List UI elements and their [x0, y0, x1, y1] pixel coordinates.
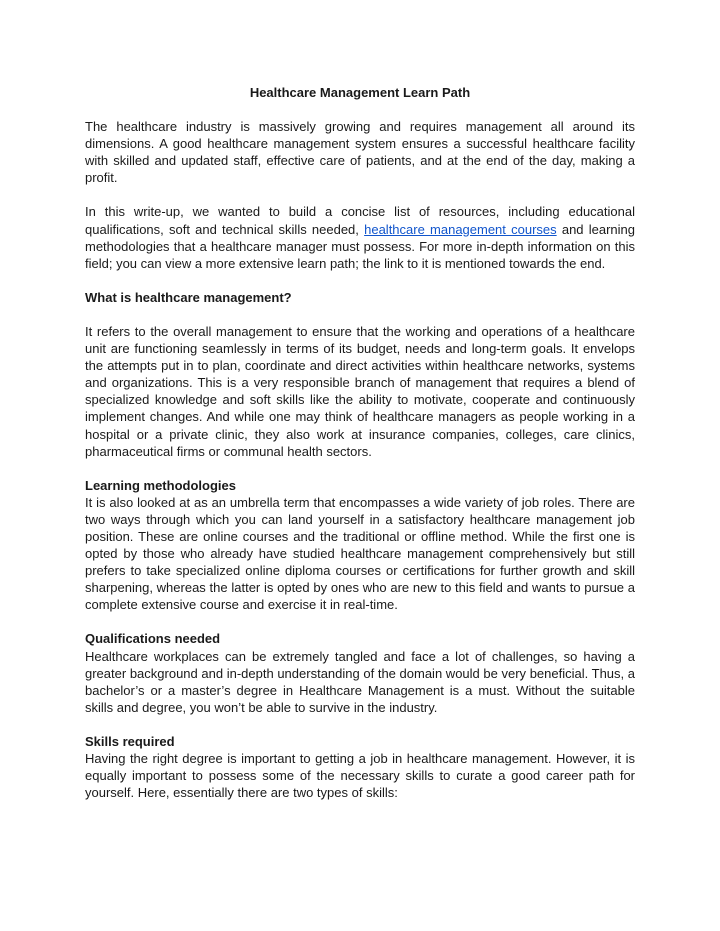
section-heading-what-is: What is healthcare management?	[85, 289, 292, 305]
document-page	[85, 84, 635, 801]
section-body-qualifications: Healthcare workplaces can be extremely tangled and face a lot of challenges, so having a greater background and in-depth understanding of the domain would be very beneficial. Thus, a bachelor’s or a master’s degree in Healthcare Management is a must. Without the suitable skills and degree, you won’t be able to survive in the industry.	[85, 648, 635, 715]
writeup-paragraph	[85, 203, 635, 271]
writeup-text-before-link: In this write-up, we wanted to build a concise list of resources, including educational qualifications, soft and technical skills needed,	[85, 204, 635, 237]
section-heading-qualifications: Qualifications needed	[85, 631, 221, 647]
intro-paragraph: The healthcare industry is massively growing and requires management all around its dimensions. A good healthcare management system ensures a successful healthcare facility with skilled and updated staff, effective care of patients, and at the end of the day, making a profit.	[85, 119, 635, 186]
section-heading-learning-methodologies: Learning methodologies	[85, 477, 236, 493]
document-title: Healthcare Management Learn Path	[249, 85, 471, 100]
section-body-what-is: It refers to the overall management to ensure that the working and operations of a healthcare unit are functioning seamlessly in terms of its budget, needs and long-term goals. It envelops the attempts put in to plan, coordinate and direct activities within healthcare networks, systems and organizations. This is a very responsible branch of management that requires a blend of specialized knowledge and soft skills like the ability to motivate, cooperate and continuously implement changes. And while one may think of healthcare managers as people working in a hospital or a private clinic, they also work at insurance companies, colleges, care clinics, pharmaceutical firms or communal health sectors.	[85, 323, 635, 459]
writeup-text-after-link: and learning methodologies that a healthcare manager must possess. For more in-depth information on this field; you can view a more extensive learn path; the link to it is mentioned towards the end.	[85, 221, 635, 271]
healthcare-courses-link[interactable]: healthcare management courses	[364, 221, 557, 237]
section-heading-skills: Skills required	[85, 733, 175, 749]
section-body-skills: Having the right degree is important to getting a job in healthcare management. However, it is equally important to possess some of the necessary skills to curate a good career path for yourself. Here, essentially there are two types of skills:	[85, 751, 635, 801]
section-body-learning-methodologies: It is also looked at as an umbrella term that encompasses a wide variety of job roles. There are two ways through which you can land yourself in a satisfactory healthcare management job position. These are online courses and the traditional or offline method. While the first one is opted by those who already have studied healthcare management comprehensively but still prefers to take specialized online diploma courses or certifications for further growth and skill sharpening, whereas the latter is opted by ones who are new to this field and wants to pursue a complete extensive course and exercise it in real-time.	[85, 494, 635, 613]
